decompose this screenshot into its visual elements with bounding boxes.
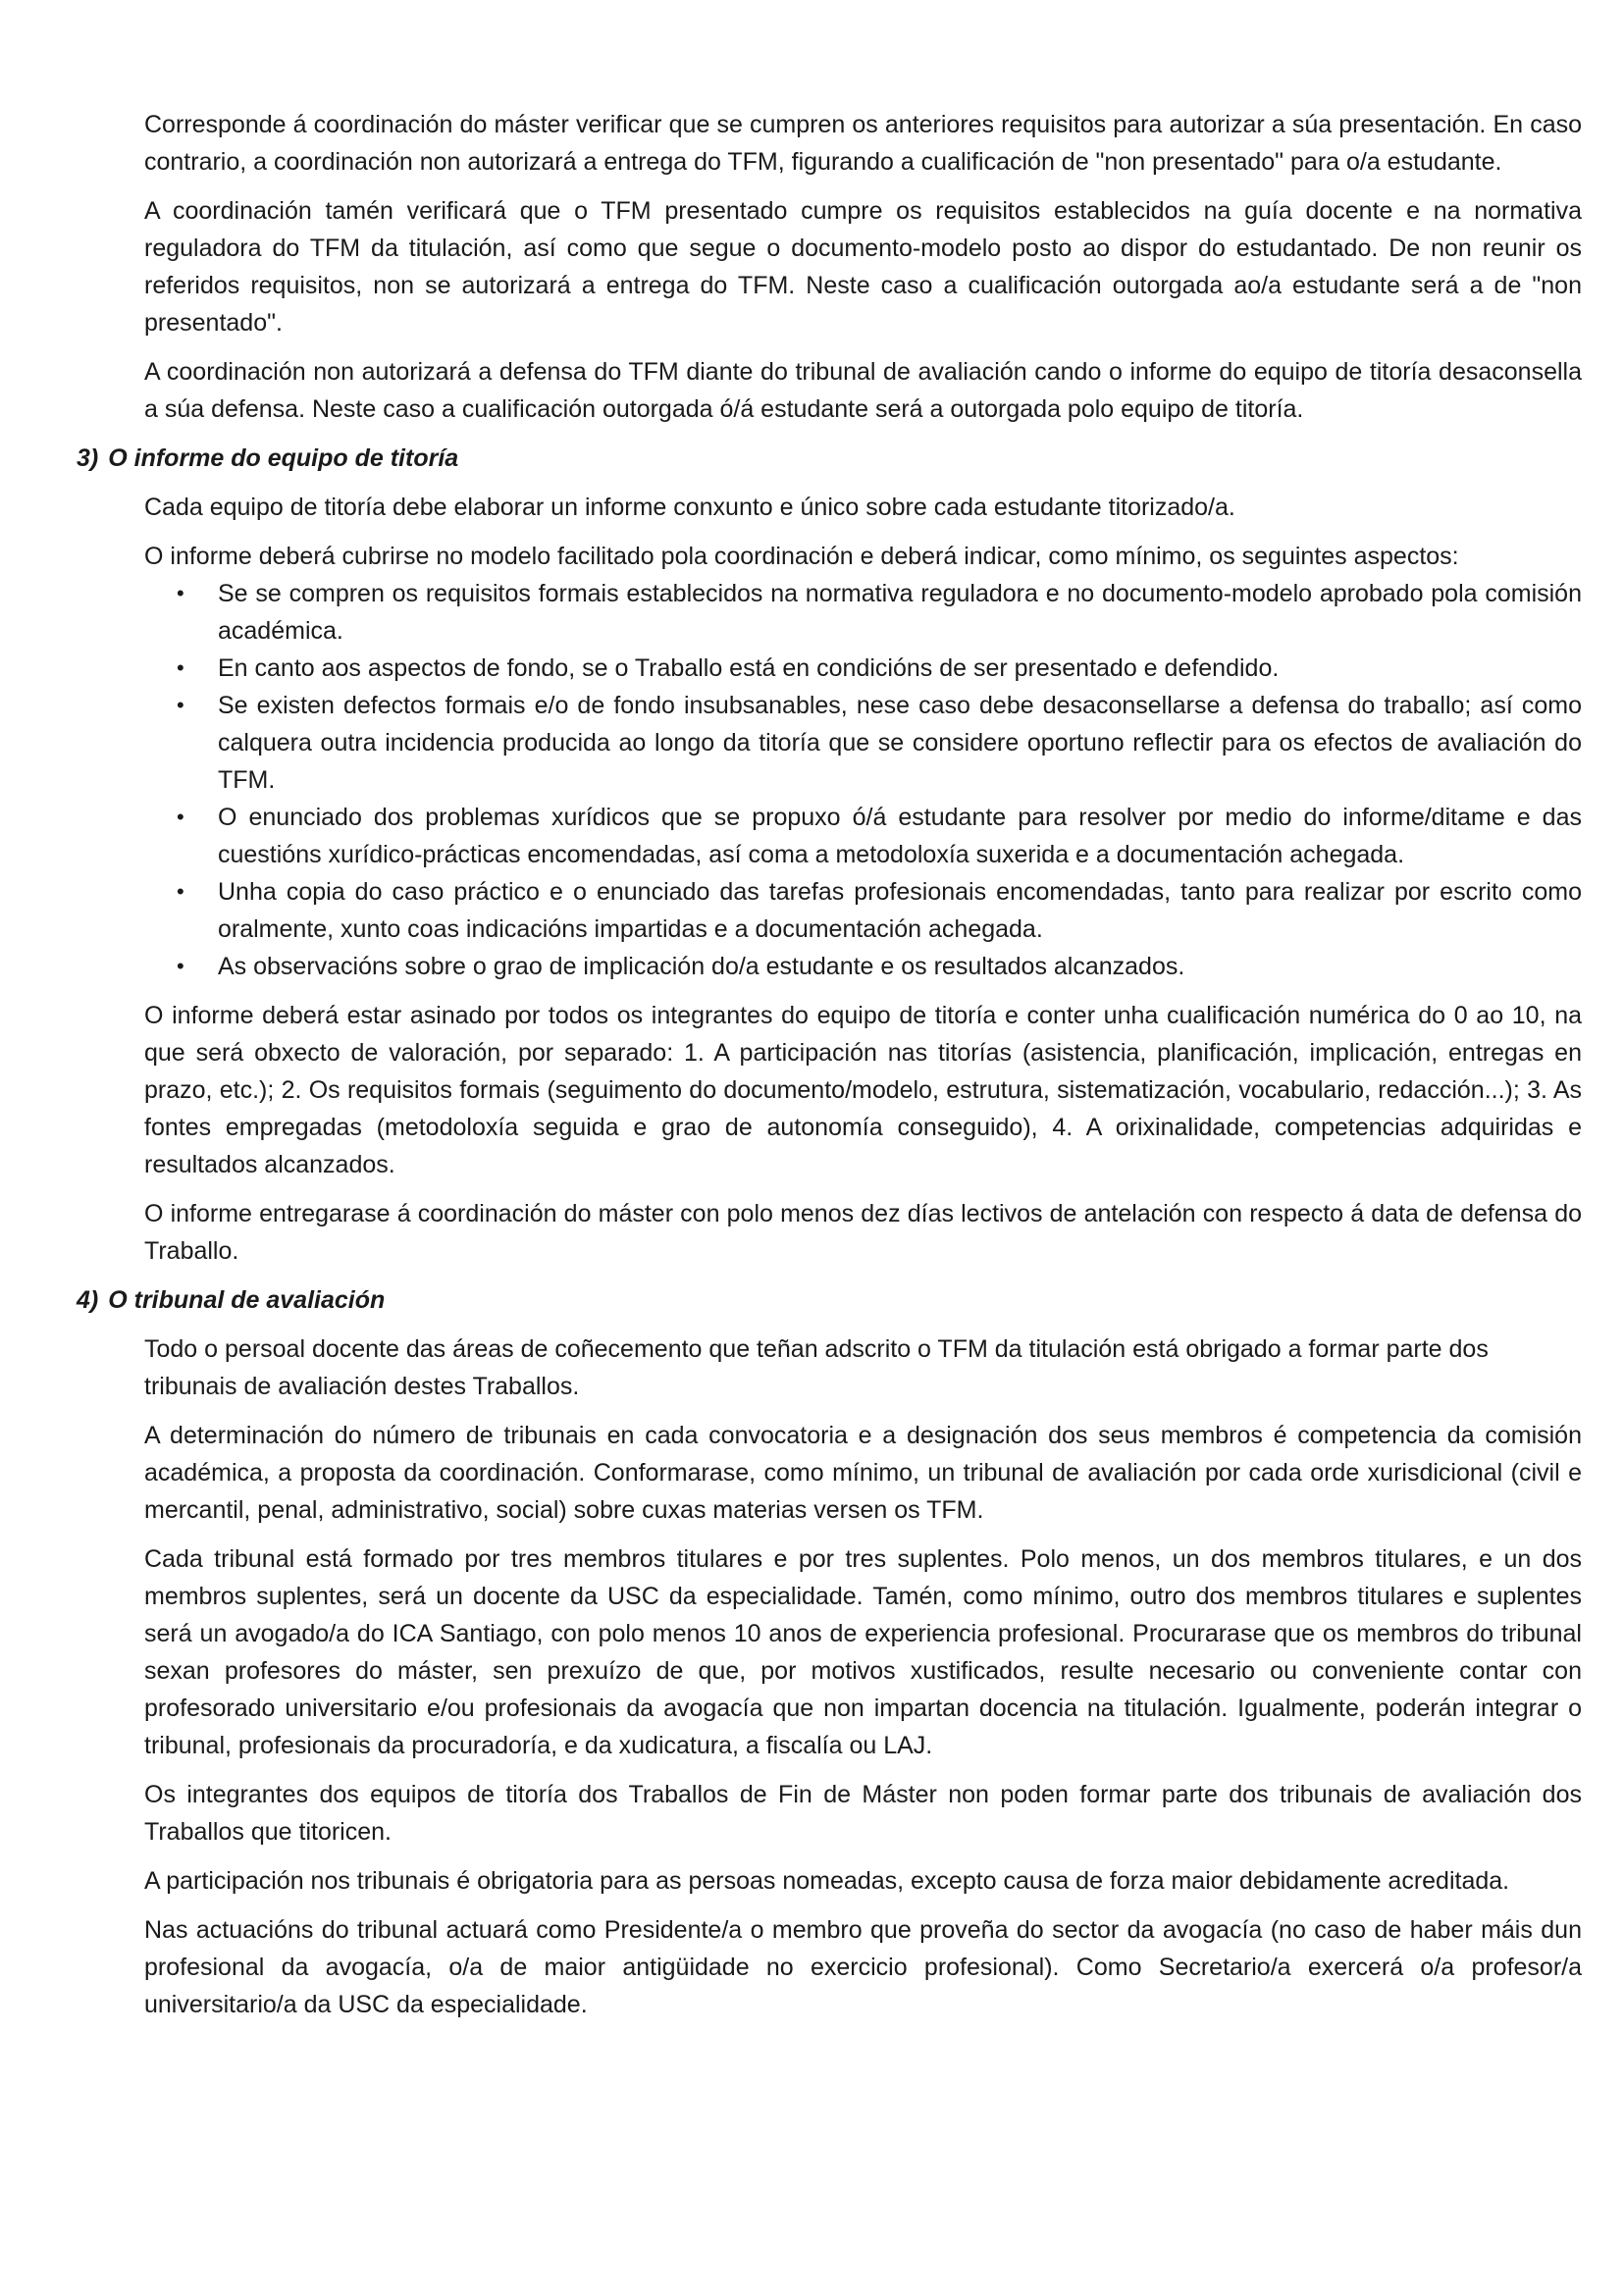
paragraph: A coordinación tamén verificará que o TFM presentado cumpre os requisitos establecidos na guía docente e na normativa reguladora do TFM da titulación, así como que segue o documento-modelo posto ao dispor do estudantado. De non reunir os referidos requisitos, non se autorizará a entrega do TFM. Neste caso a cualificación outorgada ao/a estudante será a de "non presentado". bbox=[144, 197, 1582, 337]
list-item-text: Se existen defectos formais e/o de fondo insubsanables, nese caso debe desaconsellarse a defensa do traballo; así como calquera outra incidencia producida ao longo da titoría que se considere oportuno reflectir para os efectos de avaliación do TFM. bbox=[218, 692, 1582, 794]
paragraph: O informe entregarase á coordinación do máster con polo menos dez días lectivos de antelación con respecto á data de defensa do Traballo. bbox=[144, 1200, 1582, 1265]
section-heading-4 bbox=[77, 1281, 1593, 1319]
bullet-icon: • bbox=[177, 879, 184, 904]
bullet-icon: • bbox=[177, 954, 184, 978]
list-item bbox=[177, 873, 1582, 948]
paragraph: Cada equipo de titoría debe elaborar un informe conxunto e único sobre cada estudante titorizado/a. bbox=[144, 494, 1235, 521]
paragraph: Corresponde á coordinación do máster verificar que se cumpren os anteriores requisitos para autorizar a súa presentación. En caso contrario, a coordinación non autorizará a entrega do TFM, figurando a cualificación de "non presentado" para o/a estudante. bbox=[144, 111, 1582, 176]
bullet-icon: • bbox=[177, 693, 184, 717]
paragraph: Nas actuacións do tribunal actuará como Presidente/a o membro que proveña do sector da avogacía (no caso de haber máis dun profesional da avogacía, o/a de maior antigüidade no exercicio profesional). Como Secretario/a exercerá o/a profesor/a universitario/a da USC da especialidade. bbox=[144, 1916, 1582, 2018]
list-item bbox=[177, 799, 1582, 873]
paragraph: O informe deberá cubrirse no modelo facilitado pola coordinación e deberá indicar, como mínimo, os seguintes aspectos: bbox=[144, 543, 1459, 570]
list-item-text: O enunciado dos problemas xurídicos que se propuxo ó/á estudante para resolver por medio do informe/ditame e das cuestións xurídico-prácticas encomendadas, así coma a metodoloxía suxerida e a documentación achegada. bbox=[218, 804, 1582, 868]
list-item-text: Unha copia do caso práctico e o enunciado das tarefas profesionais encomendadas, tanto para realizar por escrito como oralmente, xunto coas indicacións impartidas e a documentación achegada. bbox=[218, 878, 1582, 943]
bullet-icon: • bbox=[177, 805, 184, 829]
list-item-text: Se se compren os requisitos formais establecidos na normativa reguladora e no documento-modelo aprobado pola comisión académica. bbox=[218, 580, 1582, 645]
section-heading-3 bbox=[77, 440, 1593, 477]
list-item bbox=[177, 650, 1582, 687]
list-item-text: As observacións sobre o grao de implicación do/a estudante e os resultados alcanzados. bbox=[218, 953, 1185, 980]
paragraph: Os integrantes dos equipos de titoría dos Traballos de Fin de Máster non poden formar parte dos tribunais de avaliación dos Traballos que titoricen. bbox=[144, 1781, 1582, 1846]
paragraph: O informe deberá estar asinado por todos os integrantes do equipo de titoría e conter unha cualificación numérica do 0 ao 10, na que será obxecto de valoración, por separado: 1. A participación nas titorías (asistencia, planificación, implicación, entregas en prazo, etc.); 2. Os requisitos formais (seguimento do documento/modelo, estrutura, sistematización, vocabulario, redacción...); 3. As fontes empregadas (metodoloxía seguida e grao de autonomía conseguido), 4. A orixinalidade, competencias adquiridas e resultados alcanzados. bbox=[144, 1002, 1582, 1178]
list-item bbox=[177, 575, 1582, 650]
paragraph: Todo o persoal docente das áreas de coñecemento que teñan adscrito o TFM da titulación está obrigado a formar parte dos tribunais de avaliación destes Traballos. bbox=[144, 1335, 1489, 1400]
section-title: O informe do equipo de titoría bbox=[108, 444, 459, 472]
section-title: O tribunal de avaliación bbox=[108, 1286, 386, 1314]
paragraph: A participación nos tribunais é obrigatoria para as persoas nomeadas, excepto causa de forza maior debidamente acreditada. bbox=[144, 1867, 1510, 1895]
paragraph: Cada tribunal está formado por tres membros titulares e por tres suplentes. Polo menos, un dos membros titulares, e un dos membros suplentes, será un docente da USC da especialidade. Tamén, como mínimo, outro dos membros titulares e suplentes será un avogado/a do ICA Santiago, con polo menos 10 anos de experiencia profesional. Procurarase que os membros do tribunal sexan profesores do máster, sen prexuízo de que, por motivos xustificados, resulte necesario ou conveniente contar con profesorado universitario e/ou profesionais da avogacía que non impartan docencia na titulación. Igualmente, poderán integrar o tribunal, profesionais da procuradoría, e da xudicatura, a fiscalía ou LAJ. bbox=[144, 1545, 1582, 1759]
list-item bbox=[177, 687, 1582, 799]
paragraph: A determinación do número de tribunais en cada convocatoria e a designación dos seus membros é competencia da comisión académica, a proposta da coordinación. Conformarase, como mínimo, un tribunal de avaliación por cada orde xurisdicional (civil e mercantil, penal, administrativo, social) sobre cuxas materias versen os TFM. bbox=[144, 1422, 1582, 1524]
bullet-list bbox=[0, 575, 1593, 985]
section-number: 3) bbox=[77, 444, 99, 472]
list-item-text: En canto aos aspectos de fondo, se o Traballo está en condicións de ser presentado e defendido. bbox=[218, 654, 1280, 682]
bullet-icon: • bbox=[177, 581, 184, 605]
bullet-icon: • bbox=[177, 655, 184, 680]
paragraph: A coordinación non autorizará a defensa do TFM diante do tribunal de avaliación cando o informe do equipo de titoría desaconsella a súa defensa. Neste caso a cualificación outorgada ó/á estudante será a outorgada polo equipo de titoría. bbox=[144, 358, 1582, 423]
section-number: 4) bbox=[77, 1286, 99, 1314]
list-item bbox=[177, 948, 1582, 985]
